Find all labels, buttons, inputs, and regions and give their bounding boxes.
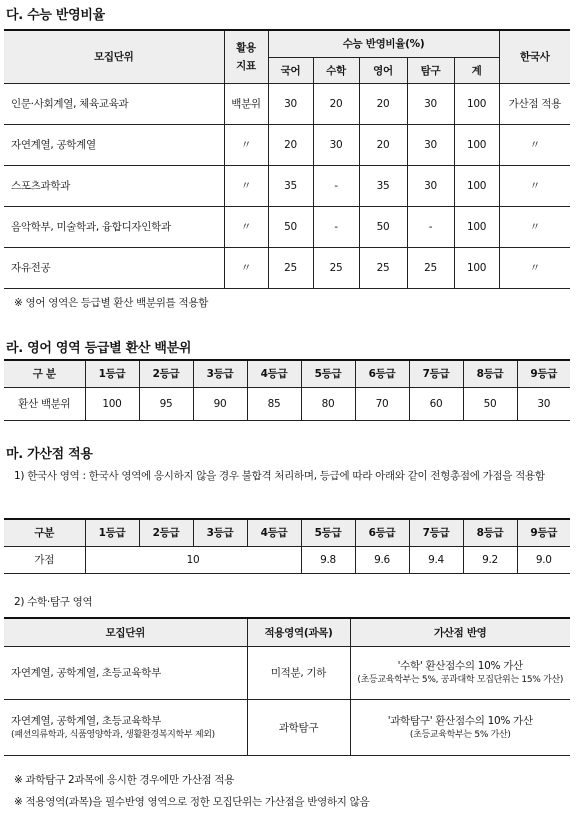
section-title-ma: 마. 가산점 적용 — [6, 447, 93, 462]
value-cell: 50 — [463, 387, 517, 420]
table-row — [4, 206, 570, 247]
area-cell: 미적분, 기하 — [247, 646, 350, 699]
history-cell: 〃 — [499, 206, 570, 247]
note-required: ※ 적용영역(과목)을 필수반영 영역으로 정한 모집단위는 가산점을 반영하지 않음 — [14, 796, 370, 808]
header-label: 구분 — [4, 519, 85, 546]
header-unit: 모집단위 — [4, 30, 224, 83]
section-title-ra: 라. 영어 영역 등급별 환산 백분위 — [6, 341, 192, 356]
bonus-subtext: (초등교육학부는 5% 가산) — [409, 729, 511, 740]
value-cell: 90 — [193, 387, 247, 420]
row-label: 가점 — [4, 546, 85, 573]
grade-header: 8등급 — [463, 360, 517, 387]
grade-header: 9등급 — [517, 519, 570, 546]
header-label: 구 분 — [4, 360, 85, 387]
grade-header: 5등급 — [301, 519, 355, 546]
english-cell: 50 — [359, 206, 407, 247]
row-label: 환산 백분위 — [4, 387, 85, 420]
index-cell: 〃 — [224, 165, 268, 206]
value-cell: 80 — [301, 387, 355, 420]
csat-ratio-table — [4, 29, 570, 289]
unit-text: 자연계열, 공학계열, 초등교육학부 — [11, 667, 161, 679]
inquiry-cell: 30 — [407, 83, 454, 124]
note-english: ※ 영어 영역은 등급별 환산 백분위를 적용함 — [14, 297, 209, 309]
table-row — [4, 387, 570, 420]
total-cell: 100 — [454, 165, 499, 206]
value-cell: 9.4 — [409, 546, 463, 573]
total-cell: 100 — [454, 206, 499, 247]
value-cell: 9.0 — [517, 546, 570, 573]
value-cell: 9.6 — [355, 546, 409, 573]
value-cell: 9.8 — [301, 546, 355, 573]
header-inquiry: 탐구 — [407, 57, 454, 83]
section-title-da: 다. 수능 반영비율 — [6, 8, 105, 23]
english-cell: 20 — [359, 83, 407, 124]
korean-cell: 35 — [268, 165, 313, 206]
english-cell: 35 — [359, 165, 407, 206]
korean-cell: 20 — [268, 124, 313, 165]
value-cell: 30 — [517, 387, 570, 420]
header-index: 활용 지표 — [224, 30, 268, 83]
item-korean-history: 1) 한국사 영역 : 한국사 영역에 응시하지 않을 경우 불합격 처리하며, 등급에 따라 아래와 같이 전형총점에 가점을 적용함 — [14, 470, 545, 482]
value-cell: 70 — [355, 387, 409, 420]
total-cell: 100 — [454, 124, 499, 165]
grade-header: 7등급 — [409, 519, 463, 546]
english-grade-table — [4, 359, 570, 421]
table-row — [4, 124, 570, 165]
grade-header: 6등급 — [355, 519, 409, 546]
inquiry-cell: - — [407, 206, 454, 247]
english-cell: 25 — [359, 247, 407, 288]
index-cell: 〃 — [224, 206, 268, 247]
grade-header: 1등급 — [85, 519, 139, 546]
unit-text: 자연계열, 공학계열, 초등교육학부 — [11, 714, 161, 727]
grade-header: 9등급 — [517, 360, 570, 387]
total-cell: 100 — [454, 83, 499, 124]
grade-header: 2등급 — [139, 360, 193, 387]
grade-header: 7등급 — [409, 360, 463, 387]
history-grade-table — [4, 518, 570, 574]
bonus-cell — [350, 699, 570, 755]
unit-cell: 자유전공 — [4, 247, 224, 288]
value-cell: 95 — [139, 387, 193, 420]
bonus-text: '수학' 환산점수의 10% 가산 — [397, 660, 523, 672]
history-cell: 〃 — [499, 124, 570, 165]
table-row — [4, 247, 570, 288]
table-row — [4, 83, 570, 124]
header-english: 영어 — [359, 57, 407, 83]
table-row — [4, 699, 570, 755]
bonus-cell — [350, 646, 570, 699]
index-cell: 백분위 — [224, 83, 268, 124]
header-math: 수학 — [313, 57, 359, 83]
bonus-subtext: (초등교육학부는 5%, 공과대학 모집단위는 15% 가산) — [357, 675, 564, 685]
unit-cell — [4, 646, 247, 699]
header-korean: 국어 — [268, 57, 313, 83]
grade-header: 8등급 — [463, 519, 517, 546]
korean-cell: 30 — [268, 83, 313, 124]
table-row — [4, 646, 570, 699]
unit-subtext: (패션의류학과, 식품영양학과, 생활환경복지학부 제외) — [11, 729, 215, 740]
english-cell: 20 — [359, 124, 407, 165]
note-science: ※ 과학탐구 2과목에 응시한 경우에만 가산점 적용 — [14, 774, 235, 786]
math-cell: 25 — [313, 247, 359, 288]
merged-value-cell: 10 — [85, 546, 301, 573]
unit-cell — [4, 699, 247, 755]
unit-cell: 자연계열, 공학계열 — [4, 124, 224, 165]
korean-cell: 50 — [268, 206, 313, 247]
korean-cell: 25 — [268, 247, 313, 288]
grade-header: 5등급 — [301, 360, 355, 387]
math-cell: - — [313, 165, 359, 206]
grade-header: 2등급 — [139, 519, 193, 546]
inquiry-cell: 30 — [407, 124, 454, 165]
table-row — [4, 165, 570, 206]
history-cell: 〃 — [499, 247, 570, 288]
unit-cell: 스포츠과학과 — [4, 165, 224, 206]
header-total: 계 — [454, 57, 499, 83]
grade-header: 1등급 — [85, 360, 139, 387]
unit-cell: 인문·사회계열, 체육교육과 — [4, 83, 224, 124]
history-cell: 〃 — [499, 165, 570, 206]
history-cell: 가산점 적용 — [499, 83, 570, 124]
index-cell: 〃 — [224, 124, 268, 165]
header-unit: 모집단위 — [4, 618, 247, 646]
total-cell: 100 — [454, 247, 499, 288]
grade-header: 3등급 — [193, 519, 247, 546]
inquiry-cell: 30 — [407, 165, 454, 206]
index-cell: 〃 — [224, 247, 268, 288]
grade-header: 4등급 — [247, 360, 301, 387]
inquiry-cell: 25 — [407, 247, 454, 288]
header-area: 적용영역(과목) — [247, 618, 350, 646]
header-history: 한국사 — [499, 30, 570, 83]
unit-cell: 음악학부, 미술학과, 융합디자인학과 — [4, 206, 224, 247]
area-cell: 과학탐구 — [247, 699, 350, 755]
grade-header: 6등급 — [355, 360, 409, 387]
value-cell: 60 — [409, 387, 463, 420]
math-cell: 30 — [313, 124, 359, 165]
bonus-text: '과학탐구' 환산점수의 10% 가산 — [387, 714, 533, 727]
value-cell: 9.2 — [463, 546, 517, 573]
value-cell: 100 — [85, 387, 139, 420]
math-cell: 20 — [313, 83, 359, 124]
grade-header: 4등급 — [247, 519, 301, 546]
header-bonus: 가산점 반영 — [350, 618, 570, 646]
item-math-inquiry: 2) 수학·탐구 영역 — [14, 596, 93, 608]
table-row — [4, 546, 570, 573]
value-cell: 85 — [247, 387, 301, 420]
bonus-table — [4, 617, 570, 756]
math-cell: - — [313, 206, 359, 247]
header-ratio: 수능 반영비율(%) — [268, 30, 499, 57]
grade-header: 3등급 — [193, 360, 247, 387]
